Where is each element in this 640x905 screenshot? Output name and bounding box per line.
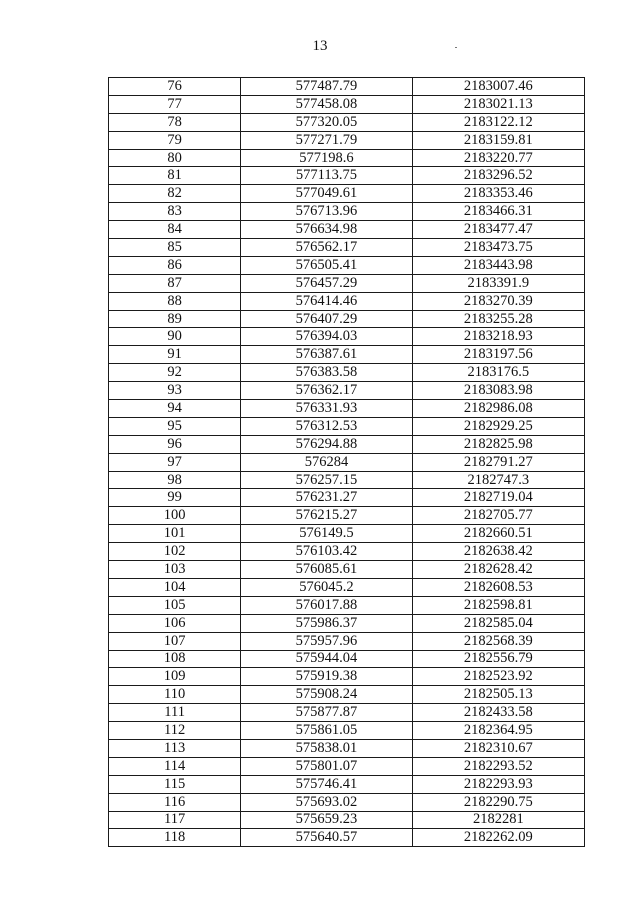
y-coordinate-cell: 2182568.39	[412, 632, 584, 650]
point-number-cell: 112	[109, 722, 241, 740]
scan-artifact-dot	[455, 47, 457, 48]
x-coordinate-cell: 575746.41	[241, 775, 412, 793]
point-number-cell: 117	[109, 811, 241, 829]
point-number-cell: 97	[109, 453, 241, 471]
point-number-cell: 93	[109, 382, 241, 400]
x-coordinate-cell: 575838.01	[241, 739, 412, 757]
x-coordinate-cell: 575919.38	[241, 668, 412, 686]
x-coordinate-cell: 575693.02	[241, 793, 412, 811]
y-coordinate-cell: 2183270.39	[412, 292, 584, 310]
table-row	[109, 256, 585, 274]
y-coordinate-cell: 2183477.47	[412, 221, 584, 239]
point-number-cell: 103	[109, 561, 241, 579]
table-row	[109, 650, 585, 668]
table-row	[109, 417, 585, 435]
x-coordinate-cell: 576414.46	[241, 292, 412, 310]
x-coordinate-cell: 576085.61	[241, 561, 412, 579]
point-number-cell: 99	[109, 489, 241, 507]
x-coordinate-cell: 576017.88	[241, 596, 412, 614]
y-coordinate-cell: 2182310.67	[412, 739, 584, 757]
point-number-cell: 87	[109, 274, 241, 292]
x-coordinate-cell: 576505.41	[241, 256, 412, 274]
table-row	[109, 310, 585, 328]
x-coordinate-cell: 576103.42	[241, 543, 412, 561]
point-number-cell: 94	[109, 400, 241, 418]
x-coordinate-cell: 576713.96	[241, 203, 412, 221]
point-number-cell: 102	[109, 543, 241, 561]
x-coordinate-cell: 575640.57	[241, 829, 412, 847]
point-number-cell: 114	[109, 757, 241, 775]
x-coordinate-cell: 576294.88	[241, 435, 412, 453]
point-number-cell: 109	[109, 668, 241, 686]
y-coordinate-cell: 2183391.9	[412, 274, 584, 292]
x-coordinate-cell: 576383.58	[241, 364, 412, 382]
point-number-cell: 104	[109, 578, 241, 596]
x-coordinate-cell: 576284	[241, 453, 412, 471]
y-coordinate-cell: 2182791.27	[412, 453, 584, 471]
point-number-cell: 118	[109, 829, 241, 847]
y-coordinate-cell: 2183296.52	[412, 167, 584, 185]
x-coordinate-cell: 576331.93	[241, 400, 412, 418]
table-row	[109, 203, 585, 221]
table-row	[109, 632, 585, 650]
x-coordinate-cell: 577271.79	[241, 131, 412, 149]
point-number-cell: 90	[109, 328, 241, 346]
y-coordinate-cell: 2182628.42	[412, 561, 584, 579]
coordinates-table	[108, 77, 585, 847]
point-number-cell: 83	[109, 203, 241, 221]
table-row	[109, 95, 585, 113]
x-coordinate-cell: 576045.2	[241, 578, 412, 596]
table-row	[109, 668, 585, 686]
y-coordinate-cell: 2182705.77	[412, 507, 584, 525]
table-row	[109, 722, 585, 740]
x-coordinate-cell: 576362.17	[241, 382, 412, 400]
point-number-cell: 91	[109, 346, 241, 364]
point-number-cell: 84	[109, 221, 241, 239]
table-row	[109, 525, 585, 543]
table-row	[109, 614, 585, 632]
x-coordinate-cell: 576394.03	[241, 328, 412, 346]
table-row	[109, 346, 585, 364]
y-coordinate-cell: 2182638.42	[412, 543, 584, 561]
table-row	[109, 185, 585, 203]
table-row	[109, 543, 585, 561]
table-row	[109, 596, 585, 614]
x-coordinate-cell: 576387.61	[241, 346, 412, 364]
x-coordinate-cell: 576257.15	[241, 471, 412, 489]
table-row	[109, 829, 585, 847]
point-number-cell: 115	[109, 775, 241, 793]
y-coordinate-cell: 2182585.04	[412, 614, 584, 632]
table-row	[109, 364, 585, 382]
x-coordinate-cell: 577113.75	[241, 167, 412, 185]
x-coordinate-cell: 577458.08	[241, 95, 412, 113]
table-row	[109, 274, 585, 292]
point-number-cell: 105	[109, 596, 241, 614]
x-coordinate-cell: 576634.98	[241, 221, 412, 239]
x-coordinate-cell: 576407.29	[241, 310, 412, 328]
x-coordinate-cell: 575877.87	[241, 704, 412, 722]
table-row	[109, 811, 585, 829]
point-number-cell: 95	[109, 417, 241, 435]
table-row	[109, 113, 585, 131]
point-number-cell: 98	[109, 471, 241, 489]
table-row	[109, 793, 585, 811]
x-coordinate-cell: 575908.24	[241, 686, 412, 704]
y-coordinate-cell: 2183218.93	[412, 328, 584, 346]
x-coordinate-cell: 576231.27	[241, 489, 412, 507]
x-coordinate-cell: 575801.07	[241, 757, 412, 775]
y-coordinate-cell: 2183466.31	[412, 203, 584, 221]
y-coordinate-cell: 2182281	[412, 811, 584, 829]
point-number-cell: 89	[109, 310, 241, 328]
table-row	[109, 292, 585, 310]
y-coordinate-cell: 2182747.3	[412, 471, 584, 489]
point-number-cell: 100	[109, 507, 241, 525]
x-coordinate-cell: 575659.23	[241, 811, 412, 829]
table-row	[109, 561, 585, 579]
y-coordinate-cell: 2182598.81	[412, 596, 584, 614]
y-coordinate-cell: 2182608.53	[412, 578, 584, 596]
point-number-cell: 82	[109, 185, 241, 203]
y-coordinate-cell: 2183007.46	[412, 78, 584, 96]
page-number: 13	[312, 38, 328, 54]
x-coordinate-cell: 576457.29	[241, 274, 412, 292]
point-number-cell: 86	[109, 256, 241, 274]
table-row	[109, 149, 585, 167]
point-number-cell: 116	[109, 793, 241, 811]
y-coordinate-cell: 2182986.08	[412, 400, 584, 418]
table-row	[109, 704, 585, 722]
table-row	[109, 167, 585, 185]
x-coordinate-cell: 575861.05	[241, 722, 412, 740]
x-coordinate-cell: 575957.96	[241, 632, 412, 650]
table-row	[109, 328, 585, 346]
x-coordinate-cell: 577049.61	[241, 185, 412, 203]
table-row	[109, 435, 585, 453]
coordinates-table-body	[109, 78, 585, 847]
x-coordinate-cell: 576215.27	[241, 507, 412, 525]
table-row	[109, 221, 585, 239]
y-coordinate-cell: 2182364.95	[412, 722, 584, 740]
table-row	[109, 775, 585, 793]
point-number-cell: 76	[109, 78, 241, 96]
y-coordinate-cell: 2182293.52	[412, 757, 584, 775]
y-coordinate-cell: 2182293.93	[412, 775, 584, 793]
point-number-cell: 96	[109, 435, 241, 453]
table-row	[109, 239, 585, 257]
table-row	[109, 739, 585, 757]
y-coordinate-cell: 2183083.98	[412, 382, 584, 400]
table-row	[109, 131, 585, 149]
table-row	[109, 686, 585, 704]
point-number-cell: 92	[109, 364, 241, 382]
point-number-cell: 107	[109, 632, 241, 650]
table-row	[109, 453, 585, 471]
point-number-cell: 77	[109, 95, 241, 113]
y-coordinate-cell: 2182290.75	[412, 793, 584, 811]
y-coordinate-cell: 2182523.92	[412, 668, 584, 686]
table-row	[109, 757, 585, 775]
x-coordinate-cell: 576149.5	[241, 525, 412, 543]
point-number-cell: 106	[109, 614, 241, 632]
y-coordinate-cell: 2182505.13	[412, 686, 584, 704]
table-row	[109, 400, 585, 418]
y-coordinate-cell: 2183220.77	[412, 149, 584, 167]
y-coordinate-cell: 2182660.51	[412, 525, 584, 543]
point-number-cell: 79	[109, 131, 241, 149]
x-coordinate-cell: 577198.6	[241, 149, 412, 167]
y-coordinate-cell: 2183443.98	[412, 256, 584, 274]
y-coordinate-cell: 2183021.13	[412, 95, 584, 113]
point-number-cell: 81	[109, 167, 241, 185]
y-coordinate-cell: 2183122.12	[412, 113, 584, 131]
point-number-cell: 111	[109, 704, 241, 722]
y-coordinate-cell: 2183176.5	[412, 364, 584, 382]
y-coordinate-cell: 2183197.56	[412, 346, 584, 364]
point-number-cell: 88	[109, 292, 241, 310]
y-coordinate-cell: 2182929.25	[412, 417, 584, 435]
x-coordinate-cell: 575986.37	[241, 614, 412, 632]
y-coordinate-cell: 2183159.81	[412, 131, 584, 149]
x-coordinate-cell: 577487.79	[241, 78, 412, 96]
x-coordinate-cell: 576562.17	[241, 239, 412, 257]
y-coordinate-cell: 2182556.79	[412, 650, 584, 668]
y-coordinate-cell: 2182433.58	[412, 704, 584, 722]
table-row	[109, 78, 585, 96]
x-coordinate-cell: 575944.04	[241, 650, 412, 668]
x-coordinate-cell: 577320.05	[241, 113, 412, 131]
table-row	[109, 382, 585, 400]
table-row	[109, 489, 585, 507]
x-coordinate-cell: 576312.53	[241, 417, 412, 435]
point-number-cell: 108	[109, 650, 241, 668]
point-number-cell: 80	[109, 149, 241, 167]
point-number-cell: 113	[109, 739, 241, 757]
table-row	[109, 471, 585, 489]
point-number-cell: 85	[109, 239, 241, 257]
y-coordinate-cell: 2183255.28	[412, 310, 584, 328]
point-number-cell: 101	[109, 525, 241, 543]
y-coordinate-cell: 2182825.98	[412, 435, 584, 453]
point-number-cell: 78	[109, 113, 241, 131]
table-row	[109, 507, 585, 525]
y-coordinate-cell: 2182719.04	[412, 489, 584, 507]
table-row	[109, 578, 585, 596]
y-coordinate-cell: 2183353.46	[412, 185, 584, 203]
y-coordinate-cell: 2182262.09	[412, 829, 584, 847]
point-number-cell: 110	[109, 686, 241, 704]
y-coordinate-cell: 2183473.75	[412, 239, 584, 257]
